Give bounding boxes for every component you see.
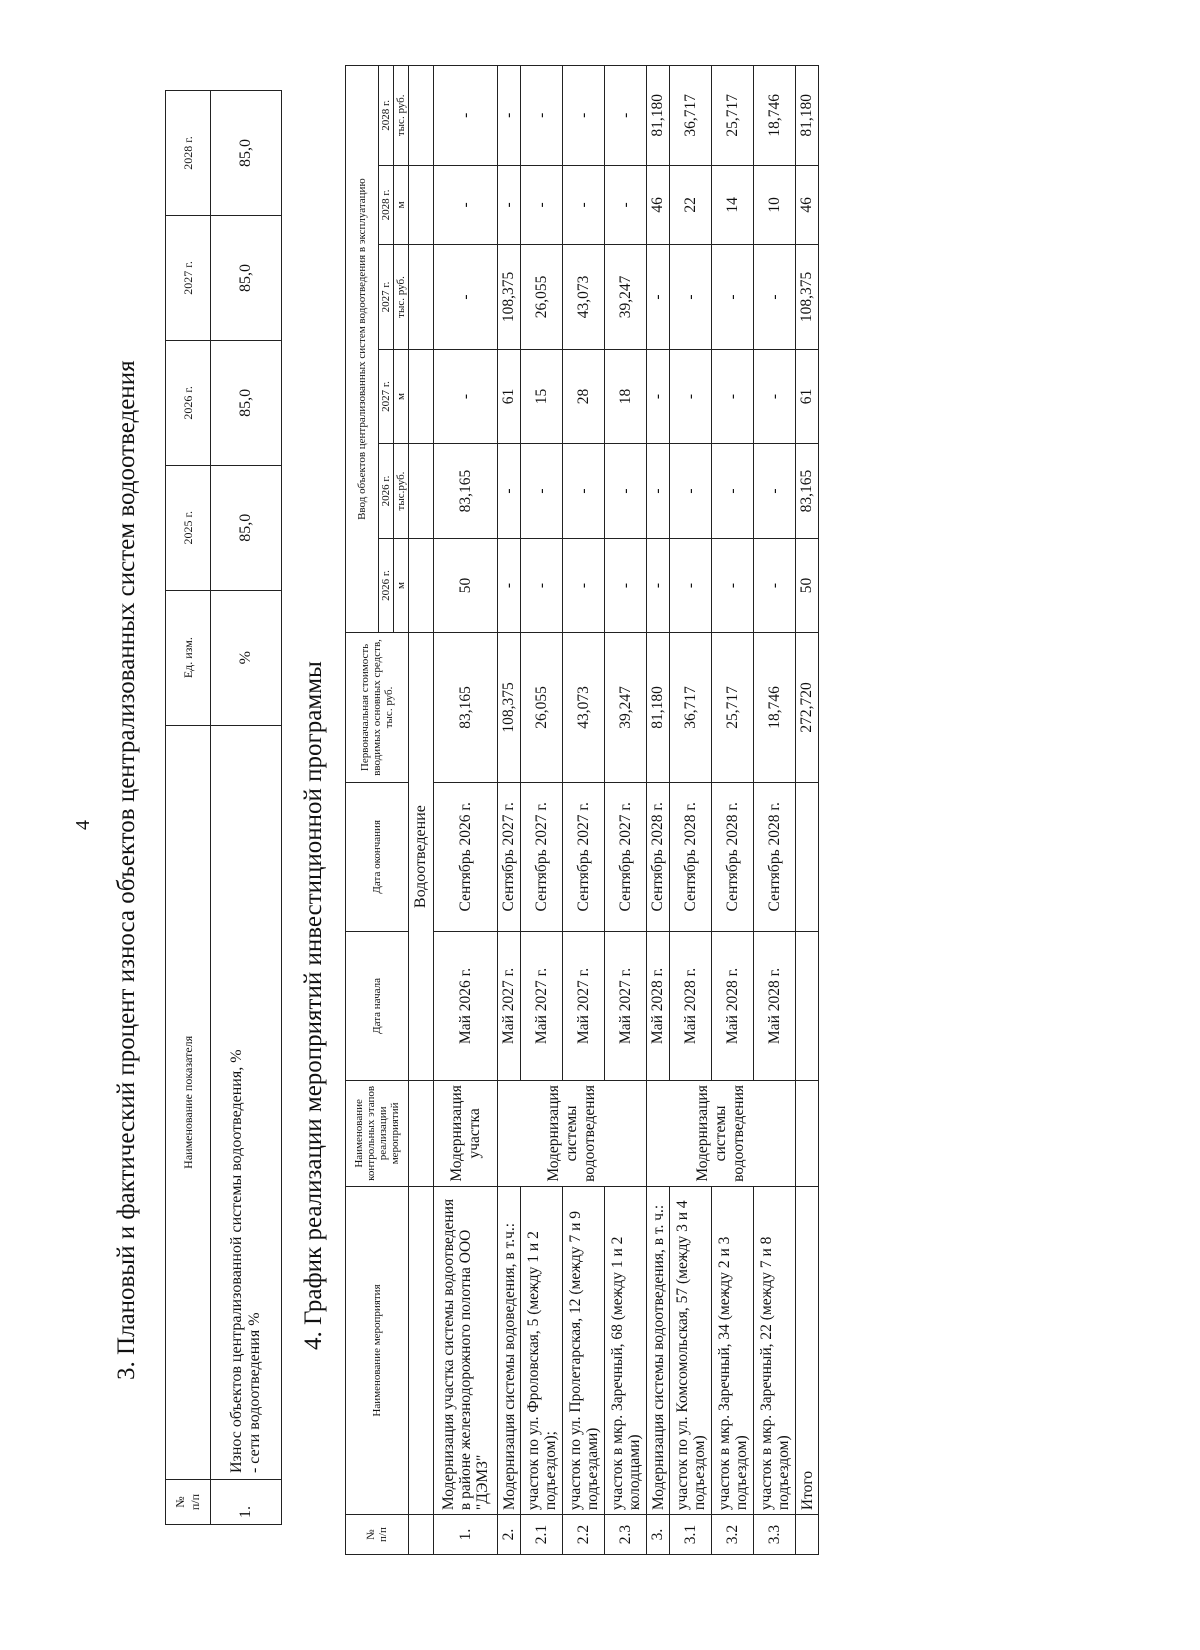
row-value: 50: [434, 538, 498, 632]
row-num: 3.2: [712, 1515, 754, 1555]
row-name: Модернизация участка системы водоотведения в районе железнодорожного полотна ООО "ДЭМЗ": [434, 1186, 498, 1514]
header-start: Дата начала: [346, 931, 409, 1080]
row-value: 39,247: [605, 245, 647, 350]
row-value: -: [670, 245, 712, 350]
total-value: 46: [796, 165, 819, 245]
row-value: -: [498, 165, 521, 245]
row-start: Май 2027 г.: [563, 931, 605, 1080]
section-row: [409, 66, 434, 1555]
year-header: 2026 г.: [379, 538, 394, 632]
row-start: Май 2026 г.: [434, 931, 498, 1080]
table-row: [670, 66, 712, 1555]
row-name: Модернизация системы водоведения, в т.ч.:: [498, 1186, 521, 1514]
row-unit: %: [211, 590, 282, 725]
row-value: -: [605, 165, 647, 245]
row-cost: 18,746: [754, 633, 796, 782]
unit-header: тыс. руб.: [394, 66, 409, 166]
schedule-header-row: [346, 66, 379, 1555]
row-value: 18: [605, 349, 647, 443]
row-value: -: [605, 444, 647, 539]
table-header-row: [166, 91, 211, 1525]
table-row: [754, 66, 796, 1555]
header-unit: Ед. изм.: [166, 590, 211, 725]
row-value: 43,073: [563, 245, 605, 350]
table-row: [712, 66, 754, 1555]
row-cost: 83,165: [434, 633, 498, 782]
row-value: -: [498, 444, 521, 539]
row-cost: 26,055: [521, 633, 563, 782]
row-end: Сентябрь 2026 г.: [434, 782, 498, 931]
row-num: 3.3: [754, 1515, 796, 1555]
row-value: -: [670, 349, 712, 443]
value-2026: 85,0: [211, 340, 282, 465]
row-value: -: [754, 245, 796, 350]
header-indicator: Наименование показателя: [166, 725, 211, 1479]
row-value: -: [521, 66, 563, 166]
row-name: участок по ул. Комсомольская, 57 (между 3 и 4 подъездом): [670, 1186, 712, 1514]
row-value: 28: [563, 349, 605, 443]
row-value: 26,055: [521, 245, 563, 350]
row-value: 15: [521, 349, 563, 443]
row-value: 83,165: [434, 444, 498, 539]
year-header: 2027 г.: [379, 349, 394, 443]
row-value: 10: [754, 165, 796, 245]
row-num: 3.1: [670, 1515, 712, 1555]
row-start: Май 2028 г.: [647, 931, 670, 1080]
row-value: 46: [647, 165, 670, 245]
year-header: 2027 г.: [379, 245, 394, 350]
row-value: 81,180: [647, 66, 670, 166]
row-value: -: [434, 66, 498, 166]
table-row: [563, 66, 605, 1555]
total-cost: 272,720: [796, 633, 819, 782]
row-cost: 43,073: [563, 633, 605, 782]
row-end: Сентябрь 2028 г.: [647, 782, 670, 931]
row-cost: 39,247: [605, 633, 647, 782]
total-value: 81,180: [796, 66, 819, 166]
row-value: -: [712, 444, 754, 539]
unit-header: м: [394, 165, 409, 245]
row-num: 2.3: [605, 1515, 647, 1555]
stage-label: Модернизация системы водоотведения: [647, 1080, 796, 1186]
row-value: -: [712, 538, 754, 632]
row-num: 1.: [434, 1515, 498, 1555]
value-2025: 85,0: [211, 465, 282, 590]
row-name: участок по ул. Пролетарская, 12 (между 7 и 9 подъездами): [563, 1186, 605, 1514]
row-start: Май 2027 г.: [498, 931, 521, 1080]
row-value: -: [647, 538, 670, 632]
row-cost: 25,717: [712, 633, 754, 782]
total-label: Итого: [796, 1186, 819, 1514]
row-value: -: [670, 538, 712, 632]
row-name: участок в мкр. Заречный, 22 (между 7 и 8 подъездом): [754, 1186, 796, 1514]
header-name: Наименование мероприятия: [346, 1186, 409, 1514]
header-commissioning: Ввод объектов централизованных систем водоотведения в эксплуатацию: [346, 66, 379, 633]
unit-header: тыс.руб.: [394, 444, 409, 539]
header-2026: 2026 г.: [166, 340, 211, 465]
row-value: -: [754, 444, 796, 539]
row-value: -: [712, 245, 754, 350]
table-row: [605, 66, 647, 1555]
row-cost: 81,180: [647, 633, 670, 782]
row-value: -: [434, 349, 498, 443]
header-2028: 2028 г.: [166, 91, 211, 216]
value-2027: 85,0: [211, 215, 282, 340]
row-value: 22: [670, 165, 712, 245]
table-row: [647, 66, 670, 1555]
value-2028: 85,0: [211, 91, 282, 216]
table-row: [434, 66, 498, 1555]
row-name: участок по ул. Фроловская, 5 (между 1 и 2 подъездом);: [521, 1186, 563, 1514]
row-value: -: [670, 444, 712, 539]
row-num: 1.: [211, 1480, 282, 1525]
header-num: № п/п: [346, 1515, 409, 1555]
row-start: Май 2027 г.: [521, 931, 563, 1080]
row-value: -: [647, 245, 670, 350]
total-value: 61: [796, 349, 819, 443]
row-value: 108,375: [498, 245, 521, 350]
row-value: -: [498, 538, 521, 632]
total-value: 50: [796, 538, 819, 632]
row-value: -: [647, 349, 670, 443]
header-cost: Первоначальная стоимость вводимых основных средств, тыс. руб.: [346, 633, 409, 782]
table-row: [211, 91, 282, 1525]
header-2027: 2027 г.: [166, 215, 211, 340]
row-value: -: [563, 538, 605, 632]
row-end: Сентябрь 2027 г.: [605, 782, 647, 931]
row-name: участок в мкр. Заречный, 68 (между 1 и 2 колодцами): [605, 1186, 647, 1514]
unit-header: м: [394, 538, 409, 632]
row-start: Май 2028 г.: [670, 931, 712, 1080]
table-row: [521, 66, 563, 1555]
row-start: Май 2027 г.: [605, 931, 647, 1080]
row-num: 2.2: [563, 1515, 605, 1555]
row-indicator: Износ объектов централизованной системы водоотведения, % - сети водоотведения %: [211, 725, 282, 1479]
row-end: Сентябрь 2028 г.: [670, 782, 712, 931]
row-value: 36,717: [670, 66, 712, 166]
row-start: Май 2028 г.: [754, 931, 796, 1080]
row-name: Модернизация системы водоотведения, в т. ч.:: [647, 1186, 670, 1514]
row-value: 18,746: [754, 66, 796, 166]
row-end: Сентябрь 2027 г.: [521, 782, 563, 931]
header-end: Дата окончания: [346, 782, 409, 931]
section-label: Водоотведение: [409, 633, 434, 1081]
row-value: -: [521, 444, 563, 539]
row-value: -: [563, 66, 605, 166]
wear-percent-table: [165, 90, 282, 1525]
row-value: 61: [498, 349, 521, 443]
table-row: [498, 66, 521, 1555]
row-value: -: [563, 444, 605, 539]
row-value: 14: [712, 165, 754, 245]
row-value: -: [605, 538, 647, 632]
header-num: № п/п: [166, 1480, 211, 1525]
row-name: участок в мкр. Заречный, 34 (между 2 и 3 подъездом): [712, 1186, 754, 1514]
year-header: 2028 г.: [379, 165, 394, 245]
row-value: -: [521, 165, 563, 245]
row-value: -: [521, 538, 563, 632]
row-num: 2.1: [521, 1515, 563, 1555]
row-end: Сентябрь 2027 г.: [498, 782, 521, 931]
row-value: -: [605, 66, 647, 166]
stage-label: Модернизация системы водоотведения: [498, 1080, 647, 1186]
row-num: 2.: [498, 1515, 521, 1555]
row-value: -: [754, 349, 796, 443]
row-end: Сентябрь 2027 г.: [563, 782, 605, 931]
schedule-table: [345, 65, 819, 1555]
total-row: [796, 66, 819, 1555]
row-value: -: [498, 66, 521, 166]
year-header: 2026 г.: [379, 444, 394, 539]
section4-title: 4. График реализации мероприятий инвестиционной программы: [300, 661, 327, 1350]
row-value: -: [434, 245, 498, 350]
unit-header: тыс. руб.: [394, 245, 409, 350]
row-value: 25,717: [712, 66, 754, 166]
row-value: -: [563, 165, 605, 245]
total-value: 83,165: [796, 444, 819, 539]
section3-title: 3. Плановый и фактический процент износа объектов централизованных систем водоотведения: [113, 360, 140, 1380]
unit-header: м: [394, 349, 409, 443]
row-value: -: [647, 444, 670, 539]
row-start: Май 2028 г.: [712, 931, 754, 1080]
total-value: 108,375: [796, 245, 819, 350]
row-num: 3.: [647, 1515, 670, 1555]
page-number: 4: [72, 820, 94, 830]
row-value: -: [754, 538, 796, 632]
header-stage: Наименование контрольных этапов реализации мероприятий: [346, 1080, 409, 1186]
header-2025: 2025 г.: [166, 465, 211, 590]
stage-label: Модернизация участка: [434, 1080, 498, 1186]
year-header: 2028 г.: [379, 66, 394, 166]
row-end: Сентябрь 2028 г.: [712, 782, 754, 931]
row-cost: 36,717: [670, 633, 712, 782]
row-value: -: [434, 165, 498, 245]
row-end: Сентябрь 2028 г.: [754, 782, 796, 931]
row-value: -: [712, 349, 754, 443]
row-cost: 108,375: [498, 633, 521, 782]
